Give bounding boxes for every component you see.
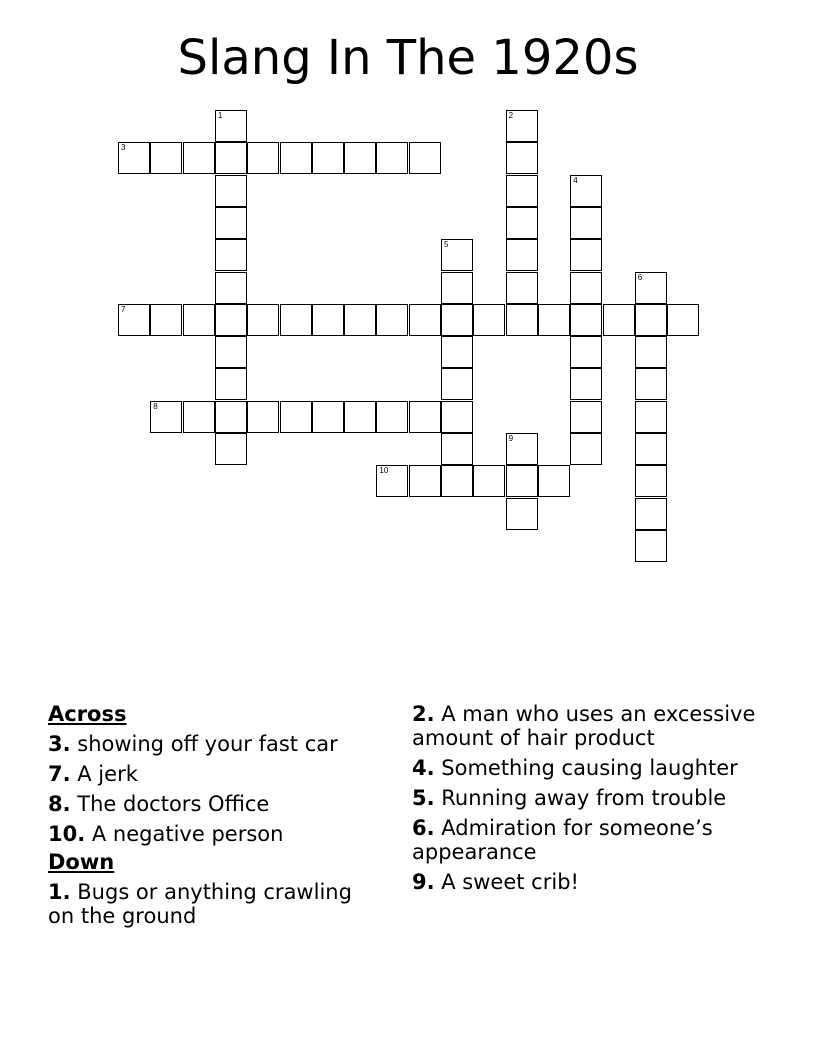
- grid-cell[interactable]: [473, 304, 505, 336]
- clue-text: A jerk: [70, 762, 138, 786]
- grid-cell[interactable]: [247, 401, 279, 433]
- across-clue-list: [48, 732, 378, 846]
- grid-cell[interactable]: [215, 110, 247, 142]
- grid-cell[interactable]: [506, 304, 538, 336]
- grid-cell[interactable]: [570, 433, 602, 465]
- grid-cell[interactable]: [215, 336, 247, 368]
- grid-cell[interactable]: [247, 142, 279, 174]
- grid-cell[interactable]: [570, 304, 602, 336]
- grid-cell[interactable]: [344, 142, 376, 174]
- grid-cell[interactable]: [344, 401, 376, 433]
- clue-number-label: 8: [153, 401, 158, 411]
- clue-item: [412, 756, 757, 780]
- grid-cell[interactable]: [506, 498, 538, 530]
- grid-cell[interactable]: [635, 498, 667, 530]
- grid-cell[interactable]: [376, 465, 408, 497]
- clue-number: 9.: [412, 870, 435, 894]
- grid-cell[interactable]: [570, 207, 602, 239]
- grid-cell[interactable]: [635, 336, 667, 368]
- clue-number: 3.: [48, 732, 71, 756]
- grid-cell[interactable]: [635, 272, 667, 304]
- clue-number: 7.: [48, 762, 71, 786]
- clue-text: Something causing laughter: [434, 756, 738, 780]
- grid-cell[interactable]: [506, 465, 538, 497]
- grid-cell[interactable]: [635, 465, 667, 497]
- grid-cell[interactable]: [150, 304, 182, 336]
- clue-item: [412, 702, 757, 750]
- grid-cell[interactable]: [441, 336, 473, 368]
- grid-cell[interactable]: [376, 304, 408, 336]
- clue-item: [48, 732, 378, 756]
- clue-number-label: 1: [217, 111, 223, 120]
- grid-cell[interactable]: [215, 401, 247, 433]
- clue-number-label: 2: [508, 111, 514, 120]
- clues-right-column: [412, 702, 757, 900]
- grid-cell[interactable]: [183, 304, 215, 336]
- clue-number-label: 4: [573, 175, 578, 185]
- grid-cell[interactable]: [215, 142, 247, 174]
- grid-cell[interactable]: [280, 401, 312, 433]
- clue-number-label: 6: [637, 272, 643, 282]
- clue-number-label: 9: [508, 434, 514, 443]
- grid-cell[interactable]: [570, 336, 602, 368]
- grid-cell[interactable]: [344, 304, 376, 336]
- grid-cell[interactable]: [215, 272, 247, 304]
- grid-cell[interactable]: [118, 304, 150, 336]
- grid-cell[interactable]: [441, 272, 473, 304]
- grid-cell[interactable]: [312, 401, 344, 433]
- grid-cell[interactable]: [506, 433, 538, 465]
- clue-text: A man who uses an excessive amount of hair product: [412, 702, 756, 750]
- grid-cell[interactable]: [215, 304, 247, 336]
- down-heading: Down: [48, 850, 115, 874]
- down-clue-list-right: [412, 702, 757, 894]
- grid-cell[interactable]: [280, 142, 312, 174]
- grid-cell[interactable]: [441, 368, 473, 400]
- clue-number: 8.: [48, 792, 71, 816]
- grid-cell[interactable]: [506, 272, 538, 304]
- clue-text: A negative person: [85, 822, 284, 846]
- clue-text: Bugs or anything crawling on the ground: [48, 880, 352, 928]
- grid-cell[interactable]: [441, 433, 473, 465]
- grid-cell[interactable]: [570, 368, 602, 400]
- grid-cell[interactable]: [635, 368, 667, 400]
- grid-cell[interactable]: [506, 207, 538, 239]
- grid-cell[interactable]: [376, 142, 408, 174]
- clue-item: [48, 880, 378, 928]
- down-clue-list-left: [48, 880, 378, 928]
- grid-cell[interactable]: [506, 142, 538, 174]
- grid-cell[interactable]: [280, 304, 312, 336]
- grid-cell[interactable]: [473, 465, 505, 497]
- grid-cell[interactable]: [183, 142, 215, 174]
- clue-number-label: 3: [121, 143, 126, 153]
- grid-cell[interactable]: [635, 433, 667, 465]
- clue-text: The doctors Office: [70, 792, 270, 816]
- grid-cell[interactable]: [409, 142, 441, 174]
- grid-cell[interactable]: [506, 175, 538, 207]
- clue-item: [48, 762, 378, 786]
- grid-cell[interactable]: [506, 239, 538, 271]
- grid-cell[interactable]: [441, 401, 473, 433]
- clue-item: [412, 786, 757, 810]
- clue-number: 2.: [412, 702, 435, 726]
- grid-cell[interactable]: [570, 175, 602, 207]
- clue-item: [412, 816, 757, 864]
- grid-cell[interactable]: [409, 304, 441, 336]
- clue-number: 4.: [412, 756, 435, 780]
- clue-item: [48, 822, 378, 846]
- grid-cell[interactable]: [215, 207, 247, 239]
- grid-cell[interactable]: [376, 401, 408, 433]
- grid-cell[interactable]: [150, 401, 182, 433]
- grid-cell[interactable]: [118, 142, 150, 174]
- grid-cell[interactable]: [441, 304, 473, 336]
- grid-cell[interactable]: [183, 401, 215, 433]
- grid-cell[interactable]: [441, 239, 473, 271]
- clue-number-label: 10: [379, 466, 389, 476]
- grid-cell[interactable]: [570, 272, 602, 304]
- clue-item: [48, 792, 378, 816]
- clue-text: Admiration for someone’s appearance: [412, 816, 713, 864]
- across-heading: Across: [48, 702, 127, 726]
- clue-item: [412, 870, 757, 894]
- clue-number-label: 5: [444, 240, 449, 250]
- grid-cell[interactable]: [215, 175, 247, 207]
- grid-cell[interactable]: [441, 465, 473, 497]
- clues-left-column: [48, 702, 378, 934]
- grid-cell[interactable]: [247, 304, 279, 336]
- grid-cell[interactable]: [570, 401, 602, 433]
- grid-cell[interactable]: [538, 465, 570, 497]
- grid-cell[interactable]: [635, 304, 667, 336]
- grid-cell[interactable]: [635, 401, 667, 433]
- grid-cell[interactable]: [570, 239, 602, 271]
- grid-cell[interactable]: [603, 304, 635, 336]
- grid-cell[interactable]: [150, 142, 182, 174]
- clue-text: showing off your fast car: [70, 732, 338, 756]
- grid-cell[interactable]: [215, 433, 247, 465]
- grid-cell[interactable]: [667, 304, 699, 336]
- clue-number: 10.: [48, 822, 86, 846]
- grid-cell[interactable]: [506, 110, 538, 142]
- grid-cell[interactable]: [635, 530, 667, 562]
- grid-cell[interactable]: [215, 368, 247, 400]
- clue-number-label: 7: [121, 304, 126, 314]
- clue-text: Running away from trouble: [434, 786, 727, 810]
- grid-cell[interactable]: [409, 465, 441, 497]
- clue-number: 1.: [48, 880, 71, 904]
- page-title: Slang In The 1920s: [177, 30, 639, 86]
- grid-cell[interactable]: [312, 142, 344, 174]
- grid-cell[interactable]: [409, 401, 441, 433]
- grid-cell[interactable]: [312, 304, 344, 336]
- clue-number: 6.: [412, 816, 435, 840]
- clue-number: 5.: [412, 786, 435, 810]
- grid-cell[interactable]: [215, 239, 247, 271]
- clue-text: A sweet crib!: [434, 870, 579, 894]
- grid-cell[interactable]: [538, 304, 570, 336]
